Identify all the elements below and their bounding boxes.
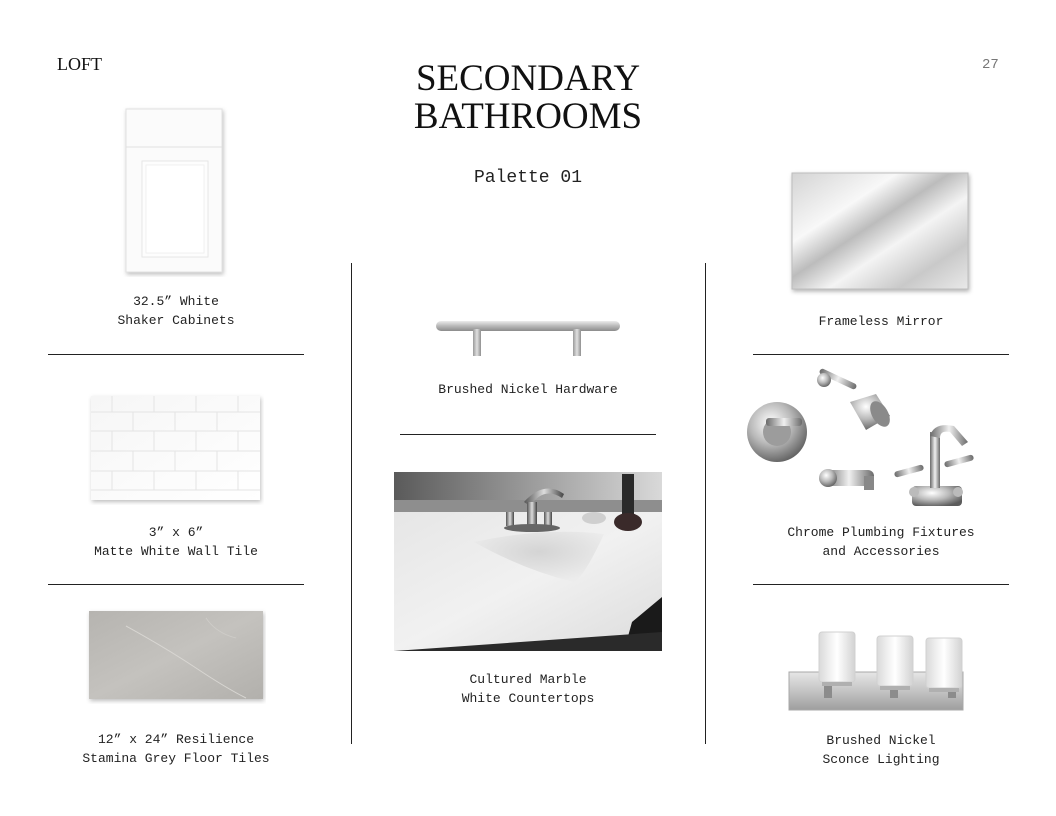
floor-tile-caption-line2: Stamina Grey Floor Tiles [82, 751, 270, 766]
mirror-icon [786, 168, 974, 296]
hardware-caption [400, 380, 656, 399]
countertop-caption [400, 670, 656, 708]
sconce-light-icon [786, 630, 966, 714]
wall-tile-caption [48, 523, 304, 561]
plumbing-caption-line2: and Accessories [822, 544, 940, 559]
subway-tile-icon [88, 393, 264, 505]
mirror-caption-line1: Frameless Mirror [818, 314, 944, 329]
page-title-line2: BATHROOMS [413, 96, 643, 137]
cabinet-door-icon [120, 105, 228, 277]
wall-tile-caption-line2: Matte White Wall Tile [94, 544, 258, 559]
column-divider-left [351, 263, 352, 744]
page-title [378, 60, 678, 136]
floor-tile-caption [48, 730, 304, 768]
palette-subtitle: Palette 01 [473, 168, 583, 188]
right-divider-2 [753, 584, 1009, 585]
plumbing-caption-line1: Chrome Plumbing Fixtures [787, 525, 975, 540]
floor-tile-icon [86, 608, 266, 704]
lighting-caption-line2: Sconce Lighting [822, 752, 940, 767]
right-divider-1 [753, 354, 1009, 355]
floor-tile-caption-line1: 12” x 24” Resilience [97, 732, 255, 747]
lighting-caption-line1: Brushed Nickel [826, 733, 936, 748]
cabinets-caption [48, 292, 304, 330]
cabinets-caption-line2: Shaker Cabinets [117, 313, 235, 328]
wall-tile-caption-line1: 3” x 6” [148, 525, 204, 540]
cabinets-caption-line1: 32.5” White [133, 294, 219, 309]
left-divider-2 [48, 584, 304, 585]
bar-pull-icon [432, 316, 624, 360]
countertop-icon [394, 472, 662, 651]
plumbing-fixtures-icon [744, 366, 980, 512]
lighting-caption [753, 731, 1009, 769]
center-divider [400, 434, 656, 435]
section-label: LOFT [57, 54, 102, 74]
left-divider-1 [48, 354, 304, 355]
hardware-caption-line1: Brushed Nickel Hardware [438, 382, 618, 397]
column-divider-right [705, 263, 706, 744]
countertop-caption-line1: Cultured Marble [469, 672, 587, 687]
mirror-caption [753, 312, 1009, 331]
page-title-line1: SECONDARY [415, 58, 641, 99]
plumbing-caption [753, 523, 1009, 561]
page-number: 27 [982, 57, 999, 73]
countertop-caption-line2: White Countertops [461, 691, 595, 706]
